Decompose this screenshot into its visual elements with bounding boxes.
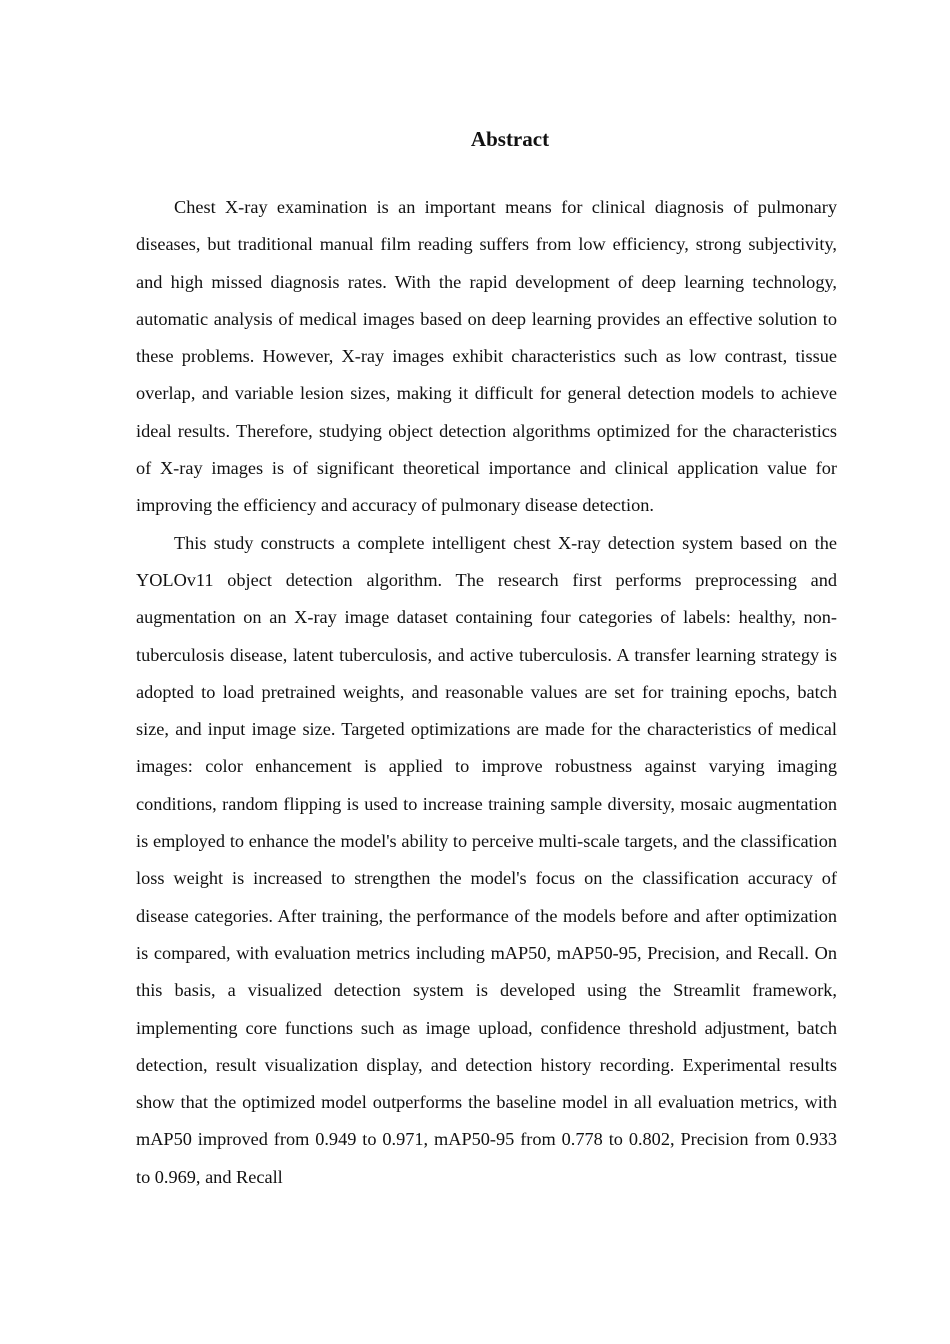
page-title: Abstract [470, 127, 550, 151]
abstract-paragraph-2: This study constructs a complete intelligent chest X-ray detection system based on the YOLOv11 object detection algorithm. The research first performs preprocessing and augmentation on an X-ray image dataset containing four categories of labels: healthy, non-tuberculosis disease, latent tuberculosis, and active tuberculosis. A transfer learning strategy is adopted to load pretrained weights, and reasonable values are set for training epochs, batch size, and input image size. Targeted optimizations are made for the characteristics of medical images: color enhancement is applied to improve robustness against varying imaging conditions, random flipping is used to increase training sample diversity, mosaic augmentation is employed to enhance the model's ability to perceive multi-scale targets, and the classification loss weight is increased to strengthen the model's focus on the classification accuracy of disease categories. After training, the performance of the models before and after optimization is compared, with evaluation metrics including mAP50, mAP50-95, Precision, and Recall. On this basis, a visualized detection system is developed using the Streamlit framework, implementing core functions such as image upload, confidence threshold adjustment, batch detection, result visualization display, and detection history recording. Experimental results show that the optimized model outperforms the baseline model in all evaluation metrics, with mAP50 improved from 0.949 to 0.971, mAP50-95 from 0.778 to 0.802, Precision from 0.933 to 0.969, and Recall [136, 532, 837, 1187]
abstract-body [136, 189, 837, 1196]
abstract-paragraph-1: Chest X-ray examination is an important means for clinical diagnosis of pulmonary diseases, but traditional manual film reading suffers from low efficiency, strong subjectivity, and high missed diagnosis rates. With the rapid development of deep learning technology, automatic analysis of medical images based on deep learning provides an effective solution to these problems. However, X-ray images exhibit characteristics such as low contrast, tissue overlap, and variable lesion sizes, making it difficult for general detection models to achieve ideal results. Therefore, studying object detection algorithms optimized for the characteristics of X-ray images is of significant theoretical importance and clinical application value for improving the efficiency and accuracy of pulmonary disease detection. [136, 197, 837, 516]
